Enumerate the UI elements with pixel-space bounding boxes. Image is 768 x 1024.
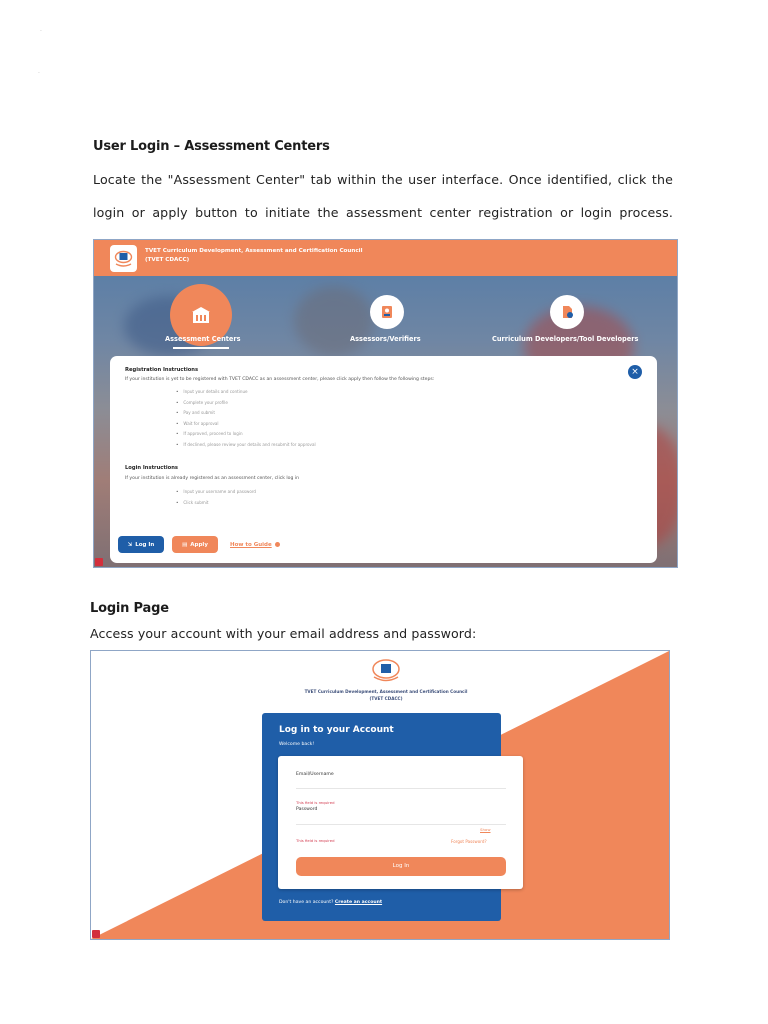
scan-speck: · (38, 70, 40, 77)
login-card (262, 713, 501, 921)
list-item: • If approved, proceed to login (176, 429, 316, 440)
registration-intro: If your institution is yet to be registered with TVET CDACC as an assessment center, please click apply then follow the following steps: (125, 377, 435, 382)
email-error: This field is required (296, 800, 335, 805)
org-name: TVET Curriculum Development, Assessment and Certification Council (TVET CDACC) (304, 689, 468, 701)
list-item: • Complete your profile (176, 398, 316, 409)
registration-steps (176, 387, 316, 450)
section-title-login-page: Login Page (90, 601, 169, 616)
section-text-line: login or apply button to initiate the assessment center registration or login process. (93, 205, 673, 220)
close-icon[interactable]: × (628, 365, 642, 379)
document-settings-icon (559, 304, 575, 320)
login-submit-button[interactable]: Log In (296, 857, 506, 876)
password-field[interactable] (296, 824, 506, 825)
screenshot-assessment-centers (93, 239, 678, 568)
section-title-assessment-centers: User Login – Assessment Centers (93, 139, 330, 154)
how-to-guide-link[interactable]: How to Guide (230, 542, 280, 548)
scan-speck: · (40, 28, 42, 35)
site-title: TVET Curriculum Development, Assessment and Certification Council (TVET CDACC) (145, 248, 363, 263)
apply-icon: ▤ (182, 541, 188, 548)
tab-label: Assessment Centers (165, 335, 241, 343)
tab-label: Assessors/Verifiers (350, 335, 421, 343)
active-tab-indicator (173, 347, 229, 349)
email-field-label: Email/Username (296, 772, 334, 777)
pdf-annotation-icon (92, 930, 100, 938)
login-form (278, 756, 523, 889)
login-instructions-intro: If your institution is already registered as an assessment center, click log in (125, 476, 300, 481)
info-icon (275, 542, 280, 547)
screenshot-login-page (90, 650, 670, 940)
list-item: • If declined, please review your details and resubmit for approval (176, 440, 316, 451)
cdacc-logo (369, 655, 403, 685)
welcome-text: Welcome back! (279, 742, 315, 747)
password-error: This field is required (296, 838, 335, 843)
pdf-annotation-icon (95, 558, 103, 566)
login-instructions-title: Login Instructions (125, 465, 178, 471)
login-icon: ⇲ (127, 541, 133, 548)
tab-assessors-verifiers[interactable] (370, 295, 404, 329)
email-field[interactable] (296, 788, 506, 789)
site-header (94, 240, 677, 276)
forgot-password-link[interactable]: Forgot Password? (451, 839, 487, 844)
signup-prompt: Don't have an account? Create an account (279, 900, 383, 905)
cdacc-logo (110, 245, 137, 272)
instructions-card (110, 356, 657, 563)
create-account-link[interactable]: Create an account (334, 900, 383, 905)
list-item: • Input your details and continue (176, 387, 316, 398)
login-card-title: Log in to your Account (279, 725, 394, 735)
list-item: • Pay and submit (176, 408, 316, 419)
user-badge-icon (379, 304, 395, 320)
building-icon (190, 304, 212, 326)
login-button[interactable]: ⇲ Log In (118, 536, 164, 553)
tab-label: Curriculum Developers/Tool Developers (492, 335, 639, 343)
list-item: • Input your username and password (176, 487, 256, 498)
login-steps (176, 487, 256, 508)
section-text-line: Locate the "Assessment Center" tab within the user interface. Once identified, click the (93, 172, 673, 187)
list-item: • Click submit (176, 498, 256, 509)
tab-curriculum-developers[interactable] (550, 295, 584, 329)
apply-button[interactable]: ▤ Apply (172, 536, 218, 553)
section-text-line: Access your account with your email address and password: (90, 626, 477, 641)
list-item: • Wait for approval (176, 419, 316, 430)
registration-title: Registration Instructions (125, 367, 199, 373)
show-password-link[interactable]: Show (480, 827, 491, 832)
password-field-label: Password (296, 807, 318, 812)
